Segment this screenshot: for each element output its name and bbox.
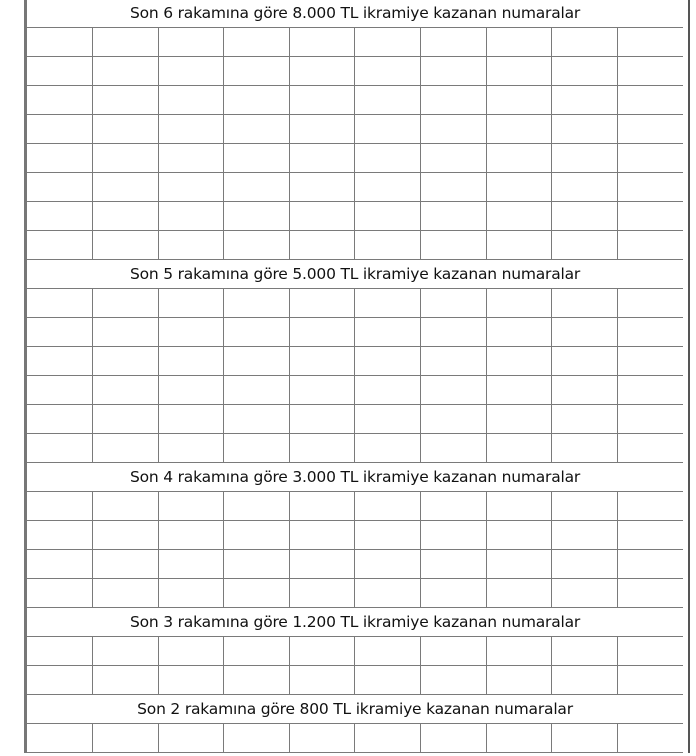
- number-cell: [27, 434, 93, 463]
- number-cell: [93, 231, 159, 260]
- number-cell: [421, 318, 487, 347]
- number-cell: [93, 173, 159, 202]
- number-cell: [486, 434, 552, 463]
- number-cell: [421, 202, 487, 231]
- number-cell: [617, 492, 683, 521]
- number-cell: [289, 434, 355, 463]
- number-cell: [421, 521, 487, 550]
- table-row: [27, 57, 683, 86]
- number-cell: [421, 550, 487, 579]
- number-cell: [617, 579, 683, 608]
- number-cell: [27, 579, 93, 608]
- number-cell: [355, 521, 421, 550]
- section-header-row: [27, 0, 683, 28]
- number-cell: [552, 579, 618, 608]
- number-cell: [289, 666, 355, 695]
- table-row: [27, 347, 683, 376]
- number-cell: [289, 115, 355, 144]
- number-cell: [552, 405, 618, 434]
- number-cell: [27, 376, 93, 405]
- table-row: [27, 144, 683, 173]
- table-row: [27, 376, 683, 405]
- number-cell: [93, 405, 159, 434]
- number-cell: [224, 405, 290, 434]
- number-cell: [355, 173, 421, 202]
- number-cell: [289, 28, 355, 57]
- number-cell: [617, 144, 683, 173]
- table-row: [27, 434, 683, 463]
- number-cell: [486, 318, 552, 347]
- number-cell: [355, 144, 421, 173]
- number-cell: [224, 579, 290, 608]
- table-row: [27, 550, 683, 579]
- number-cell: [158, 347, 224, 376]
- number-cell: [289, 405, 355, 434]
- number-cell: [617, 405, 683, 434]
- number-cell: [617, 289, 683, 318]
- number-cell: [27, 550, 93, 579]
- number-cell: [355, 289, 421, 318]
- number-cell: [355, 666, 421, 695]
- number-cell: [158, 434, 224, 463]
- number-cell: [158, 579, 224, 608]
- number-cell: [355, 405, 421, 434]
- number-cell: [486, 579, 552, 608]
- table-row: [27, 492, 683, 521]
- number-cell: [486, 492, 552, 521]
- number-cell: [486, 173, 552, 202]
- number-cell: [355, 57, 421, 86]
- number-cell: [617, 521, 683, 550]
- number-cell: [355, 637, 421, 666]
- table-row: [27, 28, 683, 57]
- number-cell: [486, 405, 552, 434]
- number-cell: [617, 347, 683, 376]
- number-cell: [486, 28, 552, 57]
- number-cell: [93, 492, 159, 521]
- number-cell: [552, 289, 618, 318]
- number-cell: [486, 289, 552, 318]
- number-cell: [552, 550, 618, 579]
- number-cell: [93, 144, 159, 173]
- number-cell: [421, 173, 487, 202]
- number-cell: [552, 347, 618, 376]
- number-cell: [617, 550, 683, 579]
- number-cell: [158, 318, 224, 347]
- number-cell: [421, 28, 487, 57]
- number-cell: [224, 115, 290, 144]
- number-cell: [93, 376, 159, 405]
- section-title: Son 4 rakamına göre 3.000 TL ikramiye kazanan numaralar: [27, 463, 683, 492]
- number-cell: [421, 289, 487, 318]
- number-cell: [486, 57, 552, 86]
- table-row: [27, 637, 683, 666]
- number-cell: [617, 376, 683, 405]
- number-cell: [617, 115, 683, 144]
- number-cell: [421, 434, 487, 463]
- number-cell: [355, 347, 421, 376]
- number-cell: [552, 376, 618, 405]
- number-cell: [27, 115, 93, 144]
- number-cell: [552, 144, 618, 173]
- number-cell: [224, 318, 290, 347]
- number-cell: [355, 376, 421, 405]
- number-cell: [224, 521, 290, 550]
- number-cell: [27, 144, 93, 173]
- number-cell: [93, 434, 159, 463]
- number-cell: [224, 376, 290, 405]
- number-cell: [552, 86, 618, 115]
- number-cell: [486, 666, 552, 695]
- number-cell: [552, 666, 618, 695]
- number-cell: [617, 202, 683, 231]
- number-cell: [289, 347, 355, 376]
- number-cell: [355, 579, 421, 608]
- number-cell: [27, 173, 93, 202]
- number-cell: [552, 173, 618, 202]
- number-cell: [158, 550, 224, 579]
- number-cell: [355, 115, 421, 144]
- number-cell: [552, 724, 618, 753]
- number-cell: [158, 202, 224, 231]
- number-cell: [289, 202, 355, 231]
- number-cell: [421, 405, 487, 434]
- number-cell: [355, 434, 421, 463]
- table-row: [27, 289, 683, 318]
- number-cell: [224, 434, 290, 463]
- number-cell: [552, 521, 618, 550]
- number-cell: [93, 28, 159, 57]
- number-cell: [421, 637, 487, 666]
- number-cell: [421, 57, 487, 86]
- number-cell: [93, 318, 159, 347]
- number-cell: [289, 492, 355, 521]
- number-cell: [486, 115, 552, 144]
- number-cell: [158, 637, 224, 666]
- number-cell: [617, 28, 683, 57]
- section-title: Son 6 rakamına göre 8.000 TL ikramiye kazanan numaralar: [27, 0, 683, 28]
- number-cell: [552, 57, 618, 86]
- number-cell: [355, 202, 421, 231]
- number-cell: [224, 202, 290, 231]
- section-title: Son 2 rakamına göre 800 TL ikramiye kazanan numaralar: [27, 695, 683, 724]
- number-cell: [224, 173, 290, 202]
- number-cell: [421, 376, 487, 405]
- number-cell: [486, 637, 552, 666]
- number-cell: [158, 231, 224, 260]
- number-cell: [158, 521, 224, 550]
- number-cell: [158, 57, 224, 86]
- number-cell: [27, 86, 93, 115]
- number-cell: [27, 318, 93, 347]
- number-cell: [27, 492, 93, 521]
- table-row: [27, 724, 683, 753]
- section-header-row: [27, 695, 683, 724]
- number-cell: [289, 231, 355, 260]
- number-cell: [93, 550, 159, 579]
- number-cell: [224, 637, 290, 666]
- number-cell: [486, 521, 552, 550]
- number-cell: [617, 57, 683, 86]
- number-cell: [158, 492, 224, 521]
- number-cell: [224, 28, 290, 57]
- number-cell: [93, 347, 159, 376]
- number-cell: [486, 724, 552, 753]
- number-cell: [617, 231, 683, 260]
- number-cell: [289, 637, 355, 666]
- number-cell: [158, 724, 224, 753]
- number-cell: [355, 86, 421, 115]
- number-cell: [27, 405, 93, 434]
- section-title: Son 5 rakamına göre 5.000 TL ikramiye kazanan numaralar: [27, 260, 683, 289]
- number-cell: [27, 637, 93, 666]
- number-cell: [27, 289, 93, 318]
- number-cell: [421, 492, 487, 521]
- number-cell: [355, 28, 421, 57]
- number-cell: [486, 144, 552, 173]
- number-cell: [486, 231, 552, 260]
- number-cell: [355, 492, 421, 521]
- table-row: [27, 86, 683, 115]
- number-cell: [93, 289, 159, 318]
- number-cell: [355, 318, 421, 347]
- number-cell: [552, 202, 618, 231]
- number-cell: [27, 28, 93, 57]
- number-cell: [289, 550, 355, 579]
- number-cell: [289, 579, 355, 608]
- number-cell: [158, 376, 224, 405]
- table-row: [27, 318, 683, 347]
- number-cell: [289, 57, 355, 86]
- table-row: [27, 405, 683, 434]
- number-cell: [617, 724, 683, 753]
- table-row: [27, 115, 683, 144]
- number-cell: [289, 144, 355, 173]
- number-cell: [421, 144, 487, 173]
- number-cell: [552, 115, 618, 144]
- number-cell: [617, 318, 683, 347]
- number-cell: [158, 173, 224, 202]
- section-header-row: [27, 463, 683, 492]
- number-cell: [552, 434, 618, 463]
- number-cell: [93, 202, 159, 231]
- number-cell: [27, 231, 93, 260]
- number-cell: [289, 521, 355, 550]
- number-cell: [27, 666, 93, 695]
- number-cell: [158, 289, 224, 318]
- number-cell: [421, 347, 487, 376]
- number-cell: [552, 231, 618, 260]
- number-cell: [158, 86, 224, 115]
- number-cell: [224, 289, 290, 318]
- number-cell: [617, 173, 683, 202]
- number-cell: [224, 666, 290, 695]
- number-cell: [93, 666, 159, 695]
- number-cell: [421, 724, 487, 753]
- number-cell: [158, 144, 224, 173]
- number-cell: [355, 231, 421, 260]
- number-cell: [158, 28, 224, 57]
- number-cell: [158, 405, 224, 434]
- number-cell: [224, 492, 290, 521]
- number-cell: [224, 144, 290, 173]
- number-cell: [421, 231, 487, 260]
- number-cell: [289, 318, 355, 347]
- number-cell: [421, 115, 487, 144]
- number-cell: [486, 86, 552, 115]
- number-cell: [617, 434, 683, 463]
- number-cell: [552, 637, 618, 666]
- number-cell: [289, 86, 355, 115]
- section-title: Son 3 rakamına göre 1.200 TL ikramiye kazanan numaralar: [27, 608, 683, 637]
- number-cell: [93, 115, 159, 144]
- number-cell: [552, 28, 618, 57]
- number-cell: [421, 666, 487, 695]
- table-row: [27, 173, 683, 202]
- number-cell: [93, 724, 159, 753]
- number-cell: [224, 57, 290, 86]
- number-cell: [27, 202, 93, 231]
- number-cell: [27, 57, 93, 86]
- number-cell: [486, 376, 552, 405]
- number-cell: [224, 347, 290, 376]
- number-cell: [27, 521, 93, 550]
- table-row: [27, 231, 683, 260]
- number-cell: [224, 86, 290, 115]
- number-cell: [355, 724, 421, 753]
- table-row: [27, 579, 683, 608]
- number-cell: [289, 173, 355, 202]
- number-cell: [486, 347, 552, 376]
- number-cell: [552, 492, 618, 521]
- prize-numbers-table: [27, 0, 683, 753]
- number-cell: [93, 57, 159, 86]
- table-row: [27, 202, 683, 231]
- number-cell: [158, 115, 224, 144]
- number-cell: [552, 318, 618, 347]
- number-cell: [617, 666, 683, 695]
- number-cell: [158, 666, 224, 695]
- number-cell: [486, 202, 552, 231]
- number-cell: [224, 724, 290, 753]
- number-cell: [486, 550, 552, 579]
- number-cell: [27, 347, 93, 376]
- number-cell: [93, 521, 159, 550]
- number-cell: [289, 289, 355, 318]
- prize-numbers-sheet: [24, 0, 690, 753]
- number-cell: [93, 86, 159, 115]
- number-cell: [421, 86, 487, 115]
- number-cell: [93, 637, 159, 666]
- table-row: [27, 666, 683, 695]
- number-cell: [421, 579, 487, 608]
- number-cell: [224, 550, 290, 579]
- number-cell: [355, 550, 421, 579]
- table-row: [27, 521, 683, 550]
- number-cell: [289, 376, 355, 405]
- section-header-row: [27, 608, 683, 637]
- number-cell: [93, 579, 159, 608]
- number-cell: [617, 86, 683, 115]
- number-cell: [289, 724, 355, 753]
- number-cell: [224, 231, 290, 260]
- number-cell: [617, 637, 683, 666]
- number-cell: [27, 724, 93, 753]
- section-header-row: [27, 260, 683, 289]
